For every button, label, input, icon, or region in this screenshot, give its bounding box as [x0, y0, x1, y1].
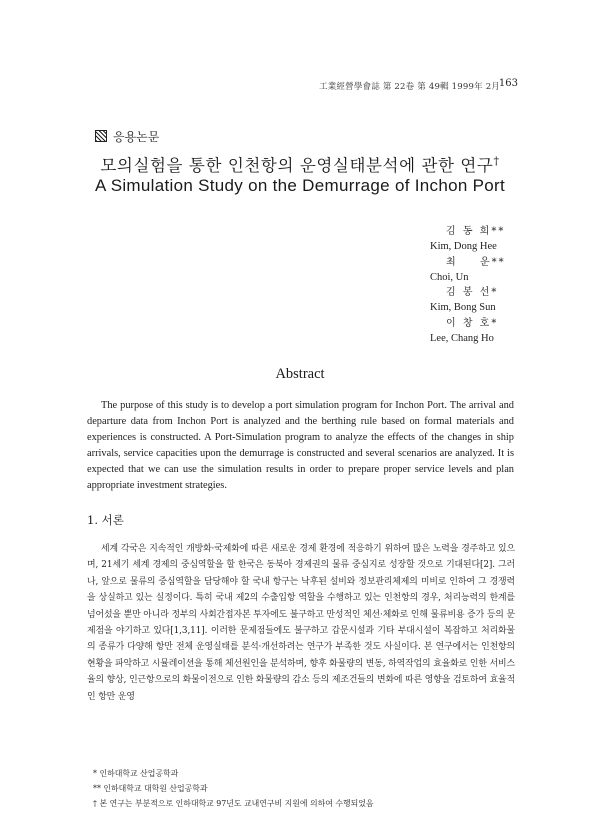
author-name-english: Kim, Bong Sun [430, 302, 496, 314]
author-name-korean: 김 동 희** [446, 226, 506, 237]
footnote: * 인하대학교 산업공학과 [93, 769, 179, 778]
author-name-korean: 최 운** [446, 256, 506, 268]
title-dagger-mark: † [493, 154, 500, 168]
category-box-icon [95, 130, 107, 142]
author-name-english: Kim, Dong Hee [430, 241, 497, 253]
introduction-body: 세계 각국은 지속적인 개방화·국제화에 따른 새로운 경제 환경에 적응하기 위하여 많은 노력을 경주하고 있으며, 21세기 세계 경제의 중심역할을 할 한국은 동북아 경제권의 물류 중심지로 성장할 것으로 기대된다[2]. 그러나, 앞으로 물류의 중심역할을 담당해야 할 국내 항구는 낙후된 설비와 정보관리체제의 미비로 인하여 그 경쟁력을 상실하고 있는 실정이다. 특히 국내 제2의 수출입항 역할을 수행하고 있는 인천항의 경우, 처리능력의 한계를 넘어섰을 뿐만 아니라 정부의 사회간접자본 투자에도 불구하고 만성적인 체선·체화로 인해 물류비용 증가 등의 문제점을 야기하고 있다[1,3,11]. 이러한 문제점들에도 불구하고 갑문시설과 기타 부대시설이 복잡하고 처리화물의 종류가 다양해 항만 전체 운영실태를 분석·개선하려는 연구가 부족한 것도 사실이다. 본 연구에서는 인천항의 현황을 파악하고 시뮬레이션을 통해 체선원인을 분석하며, 향후 화물량의 변동, 하역작업의 효율화로 인한 서비스율의 향상, 인근항으로의 화물이전으로 인한 화물량의 감소 등의 제조건들의 변화에 따른 영향을 검토하여 효율적인 항만 운영 [87, 544, 515, 702]
paper-category [95, 128, 159, 145]
abstract-body: The purpose of this study is to develop a port simulation program for Inchon Port. The arrival and departure data from Inchon Port is analyzed and the berthing rule based on formal materials and experiences is constructed. A Port-Simulation program to analyze the effects of the changes in ship arrivals, service capacities upon the demurrage is constructed and several scenarios are analyzed. It is expected that we can use the simulation results in order to prepare proper service levels and plan appropriate investment strategies. [87, 400, 514, 491]
author-list [430, 224, 540, 346]
author-name-korean: 김 봉 선* [446, 287, 499, 299]
footnotes [93, 766, 513, 811]
page-number: 163 [498, 78, 518, 89]
abstract-heading: Abstract [275, 366, 325, 382]
author-name-english: Lee, Chang Ho [430, 333, 494, 345]
title-korean [0, 152, 600, 176]
category-label: 응용논문 [113, 130, 160, 144]
author-name-korean: 이 창 호* [446, 317, 499, 329]
running-header: 工業經營學會誌 第 22卷 第 49輯 1999年 2月 [319, 82, 500, 92]
footnote: † 본 연구는 부분적으로 인하대학교 97년도 교내연구비 지원에 의하여 수행되었음 [93, 799, 374, 808]
title-korean-text: 모의실험을 통한 인천항의 운영실태분석에 관한 연구 [100, 156, 494, 175]
footnote: ** 인하대학교 대학원 산업공학과 [93, 784, 208, 793]
title-english: A Simulation Study on the Demurrage of Inchon Port [94, 176, 505, 195]
section-heading-introduction: 1. 서론 [87, 513, 124, 527]
author-name-english: Choi, Un [430, 271, 469, 283]
